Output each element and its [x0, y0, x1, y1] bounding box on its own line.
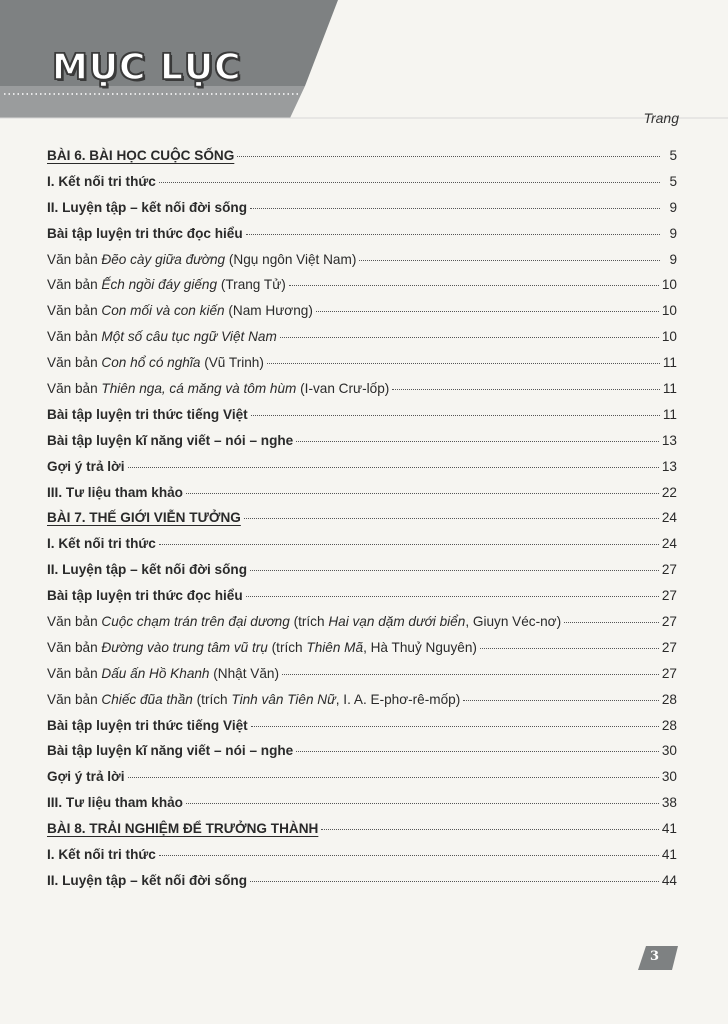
- toc-entry-label: [47, 324, 277, 350]
- toc-entry[interactable]: [47, 790, 677, 816]
- dot-leader: [237, 155, 660, 157]
- toc-page-number: 44: [661, 872, 677, 888]
- toc-page-number: 13: [661, 432, 677, 448]
- toc-page-number: 9: [669, 251, 677, 267]
- dot-leader: [159, 181, 660, 183]
- toc-entry-label: Bài tập luyện kĩ năng viết – nói – nghe: [47, 432, 294, 448]
- toc-page-number: 30: [661, 743, 677, 759]
- toc-entry[interactable]: [47, 324, 677, 350]
- toc-page-number: 10: [661, 303, 677, 319]
- toc-entry-label: Gợi ý trả lời: [47, 769, 125, 785]
- toc-page-number: 28: [661, 691, 677, 707]
- toc-entry-label: Bài tập luyện tri thức tiếng Việt: [47, 406, 248, 422]
- toc-entry-text: Văn bản: [47, 303, 102, 319]
- toc-entry-title: Con mối và con kiến: [101, 303, 225, 319]
- dot-leader: [186, 802, 659, 804]
- toc-entry-label: Bài tập luyện tri thức đọc hiểu: [47, 225, 243, 241]
- table-of-contents: [47, 143, 677, 894]
- dot-leader: [251, 725, 659, 727]
- toc-entry-label: Gợi ý trả lời: [47, 458, 125, 474]
- toc-entry-text: (Trang Tử): [217, 277, 286, 293]
- dot-leader: [244, 517, 659, 519]
- toc-entry-text: Văn bản: [47, 614, 102, 630]
- toc-entry[interactable]: [47, 221, 677, 247]
- toc-entry[interactable]: [47, 428, 677, 454]
- toc-page-number: 9: [669, 225, 677, 241]
- dot-leader: [128, 776, 659, 778]
- toc-entry-label: [47, 298, 313, 324]
- toc-entry[interactable]: [47, 609, 677, 635]
- toc-entry-text: Văn bản: [47, 329, 102, 345]
- toc-entry[interactable]: [47, 454, 677, 480]
- toc-entry[interactable]: [47, 376, 677, 402]
- dot-leader: [251, 414, 660, 416]
- toc-page-number: 27: [661, 665, 677, 681]
- toc-page-number: 27: [661, 614, 677, 630]
- dot-leader: [250, 569, 659, 571]
- dot-leader: [267, 362, 660, 364]
- toc-entry[interactable]: [47, 531, 677, 557]
- toc-entry-title: Đẽo cày giữa đường: [101, 251, 226, 267]
- dot-leader: [463, 699, 659, 701]
- dot-leader: [186, 492, 659, 494]
- dot-leader: [159, 854, 659, 856]
- toc-entry-text: Văn bản: [47, 355, 102, 371]
- toc-page-number: 11: [662, 355, 677, 371]
- toc-entry-label: Bài tập luyện kĩ năng viết – nói – nghe: [47, 743, 294, 759]
- toc-entry-label: [47, 609, 561, 635]
- toc-entry-title: Thiên nga, cá măng và tôm hùm: [101, 381, 297, 397]
- toc-entry-text: Văn bản: [47, 251, 102, 267]
- toc-entry[interactable]: [47, 272, 677, 298]
- toc-entry-text: (trích: [267, 639, 307, 655]
- toc-entry[interactable]: [47, 195, 677, 221]
- toc-page-number: 13: [661, 458, 677, 474]
- toc-lesson-entry[interactable]: [47, 143, 677, 169]
- toc-entry[interactable]: [47, 557, 677, 583]
- toc-page-number: 38: [661, 795, 677, 811]
- toc-entry-label: I. Kết nối tri thức: [47, 173, 156, 189]
- page-number: 3: [650, 949, 660, 964]
- toc-entry-text: (trích: [289, 614, 329, 630]
- toc-entry-text: , I. A. E-phơ-rê-mốp): [335, 691, 461, 707]
- toc-entry[interactable]: [47, 298, 677, 324]
- toc-page-number: 10: [661, 329, 677, 345]
- toc-entry-title: Thiên Mã: [306, 639, 364, 655]
- toc-entry[interactable]: [47, 738, 677, 764]
- page-column-label: Trang: [643, 110, 679, 126]
- toc-page-number: 22: [661, 484, 677, 500]
- toc-entry-label: III. Tư liệu tham khảo: [47, 484, 183, 500]
- toc-entry[interactable]: [47, 868, 677, 894]
- dot-leader: [392, 388, 660, 390]
- dot-leader: [246, 595, 659, 597]
- dot-leader: [359, 259, 660, 261]
- toc-entry[interactable]: [47, 402, 677, 428]
- toc-entry[interactable]: [47, 635, 677, 661]
- toc-entry-title: Chiếc đũa thần: [101, 691, 193, 707]
- toc-entry[interactable]: [47, 687, 677, 713]
- toc-page-number: 28: [661, 717, 677, 733]
- toc-entry-text: (I-van Crư-lốp): [296, 381, 390, 397]
- toc-entry-label: II. Luyện tập – kết nối đời sống: [47, 199, 247, 215]
- toc-entry-title: Dấu ấn Hồ Khanh: [101, 665, 210, 681]
- toc-entry-label: I. Kết nối tri thức: [47, 847, 156, 863]
- dot-leader: [480, 647, 659, 649]
- toc-entry-text: , Hà Thuỷ Nguyên): [363, 639, 477, 655]
- toc-entry[interactable]: [47, 583, 677, 609]
- toc-entry[interactable]: [47, 713, 677, 739]
- toc-entry-text: (Vũ Trinh): [200, 355, 264, 371]
- dot-leader: [321, 828, 659, 830]
- toc-lesson-entry[interactable]: [47, 816, 677, 842]
- toc-entry-label: [47, 247, 356, 273]
- toc-entry-label: BÀI 7. THẾ GIỚI VIỄN TƯỞNG: [47, 510, 241, 526]
- toc-page-number: 24: [661, 510, 677, 526]
- toc-entry-label: Bài tập luyện tri thức đọc hiểu: [47, 588, 243, 604]
- toc-entry-text: Văn bản: [47, 381, 102, 397]
- toc-entry-title: Một số câu tục ngữ Việt Nam: [101, 329, 277, 345]
- dot-leader: [564, 621, 659, 623]
- dot-leader: [246, 233, 660, 235]
- toc-page-number: 41: [661, 847, 677, 863]
- dot-leader: [159, 543, 659, 545]
- toc-entry-text: Văn bản: [47, 691, 102, 707]
- toc-entry-label: III. Tư liệu tham khảo: [47, 795, 183, 811]
- toc-entry-text: Văn bản: [47, 277, 102, 293]
- toc-entry-label: [47, 272, 286, 298]
- toc-entry-text: (Nam Hương): [224, 303, 313, 319]
- toc-entry[interactable]: [47, 842, 677, 868]
- toc-entry-text: (Nhật Văn): [209, 665, 280, 681]
- toc-page-number: 27: [661, 639, 677, 655]
- dot-leader: [282, 673, 659, 675]
- dot-leader: [280, 336, 659, 338]
- toc-entry-text: Văn bản: [47, 665, 102, 681]
- toc-entry[interactable]: [47, 661, 677, 687]
- dot-leader: [316, 310, 659, 312]
- toc-entry-label: II. Luyện tập – kết nối đời sống: [47, 872, 247, 888]
- toc-entry-label: [47, 376, 389, 402]
- toc-entry-label: Bài tập luyện tri thức tiếng Việt: [47, 717, 248, 733]
- toc-entry-text: (trích: [192, 691, 232, 707]
- toc-page-number: 5: [669, 148, 677, 163]
- toc-page-number: 11: [662, 381, 677, 397]
- toc-page-number: 24: [661, 536, 677, 552]
- toc-entry-label: [47, 687, 460, 713]
- dot-leader: [250, 207, 660, 209]
- toc-page-number: 5: [669, 173, 677, 189]
- toc-page-number: 30: [661, 769, 677, 785]
- dot-leader: [296, 440, 659, 442]
- toc-entry-text: , Giuyn Véc-nơ): [465, 614, 562, 630]
- toc-page-number: 27: [661, 588, 677, 604]
- toc-entry[interactable]: [47, 247, 677, 273]
- toc-entry-title: Cuộc chạm trán trên đại dương: [101, 614, 290, 630]
- toc-entry[interactable]: [47, 764, 677, 790]
- dot-leader: [296, 750, 659, 752]
- toc-entry-label: I. Kết nối tri thức: [47, 536, 156, 552]
- toc-entry-label: [47, 350, 264, 376]
- toc-entry-label: [47, 661, 279, 687]
- toc-entry-label: [47, 635, 477, 661]
- toc-entry-text: Văn bản: [47, 639, 102, 655]
- page-title: MỤC LỤC: [52, 47, 242, 88]
- toc-entry-title: Hai vạn dặm dưới biển: [328, 614, 466, 630]
- dot-leader: [128, 466, 659, 468]
- toc-entry-label: BÀI 8. TRẢI NGHIỆM ĐỂ TRƯỞNG THÀNH: [47, 821, 319, 837]
- toc-entry-title: Đường vào trung tâm vũ trụ: [101, 639, 268, 655]
- toc-page-number: 11: [662, 406, 677, 422]
- toc-entry-label: BÀI 6. BÀI HỌC CUỘC SỐNG: [47, 148, 235, 163]
- toc-entry[interactable]: [47, 350, 677, 376]
- toc-entry-title: Con hổ có nghĩa: [101, 355, 201, 371]
- toc-page-number: 41: [661, 821, 677, 837]
- toc-page-number: 27: [661, 562, 677, 578]
- toc-page-number: 9: [669, 199, 677, 215]
- toc-lesson-entry[interactable]: [47, 505, 677, 531]
- toc-entry-title: Ếch ngồi đáy giếng: [101, 277, 218, 293]
- dot-leader: [250, 880, 659, 882]
- toc-entry-title: Tinh vân Tiên Nữ: [231, 691, 336, 707]
- dot-leader: [289, 284, 659, 286]
- title-banner: [0, 0, 728, 125]
- toc-page-number: 10: [661, 277, 677, 293]
- toc-entry[interactable]: [47, 169, 677, 195]
- toc-entry[interactable]: [47, 480, 677, 506]
- toc-entry-label: II. Luyện tập – kết nối đời sống: [47, 562, 247, 578]
- toc-entry-text: (Ngụ ngôn Việt Nam): [225, 251, 357, 267]
